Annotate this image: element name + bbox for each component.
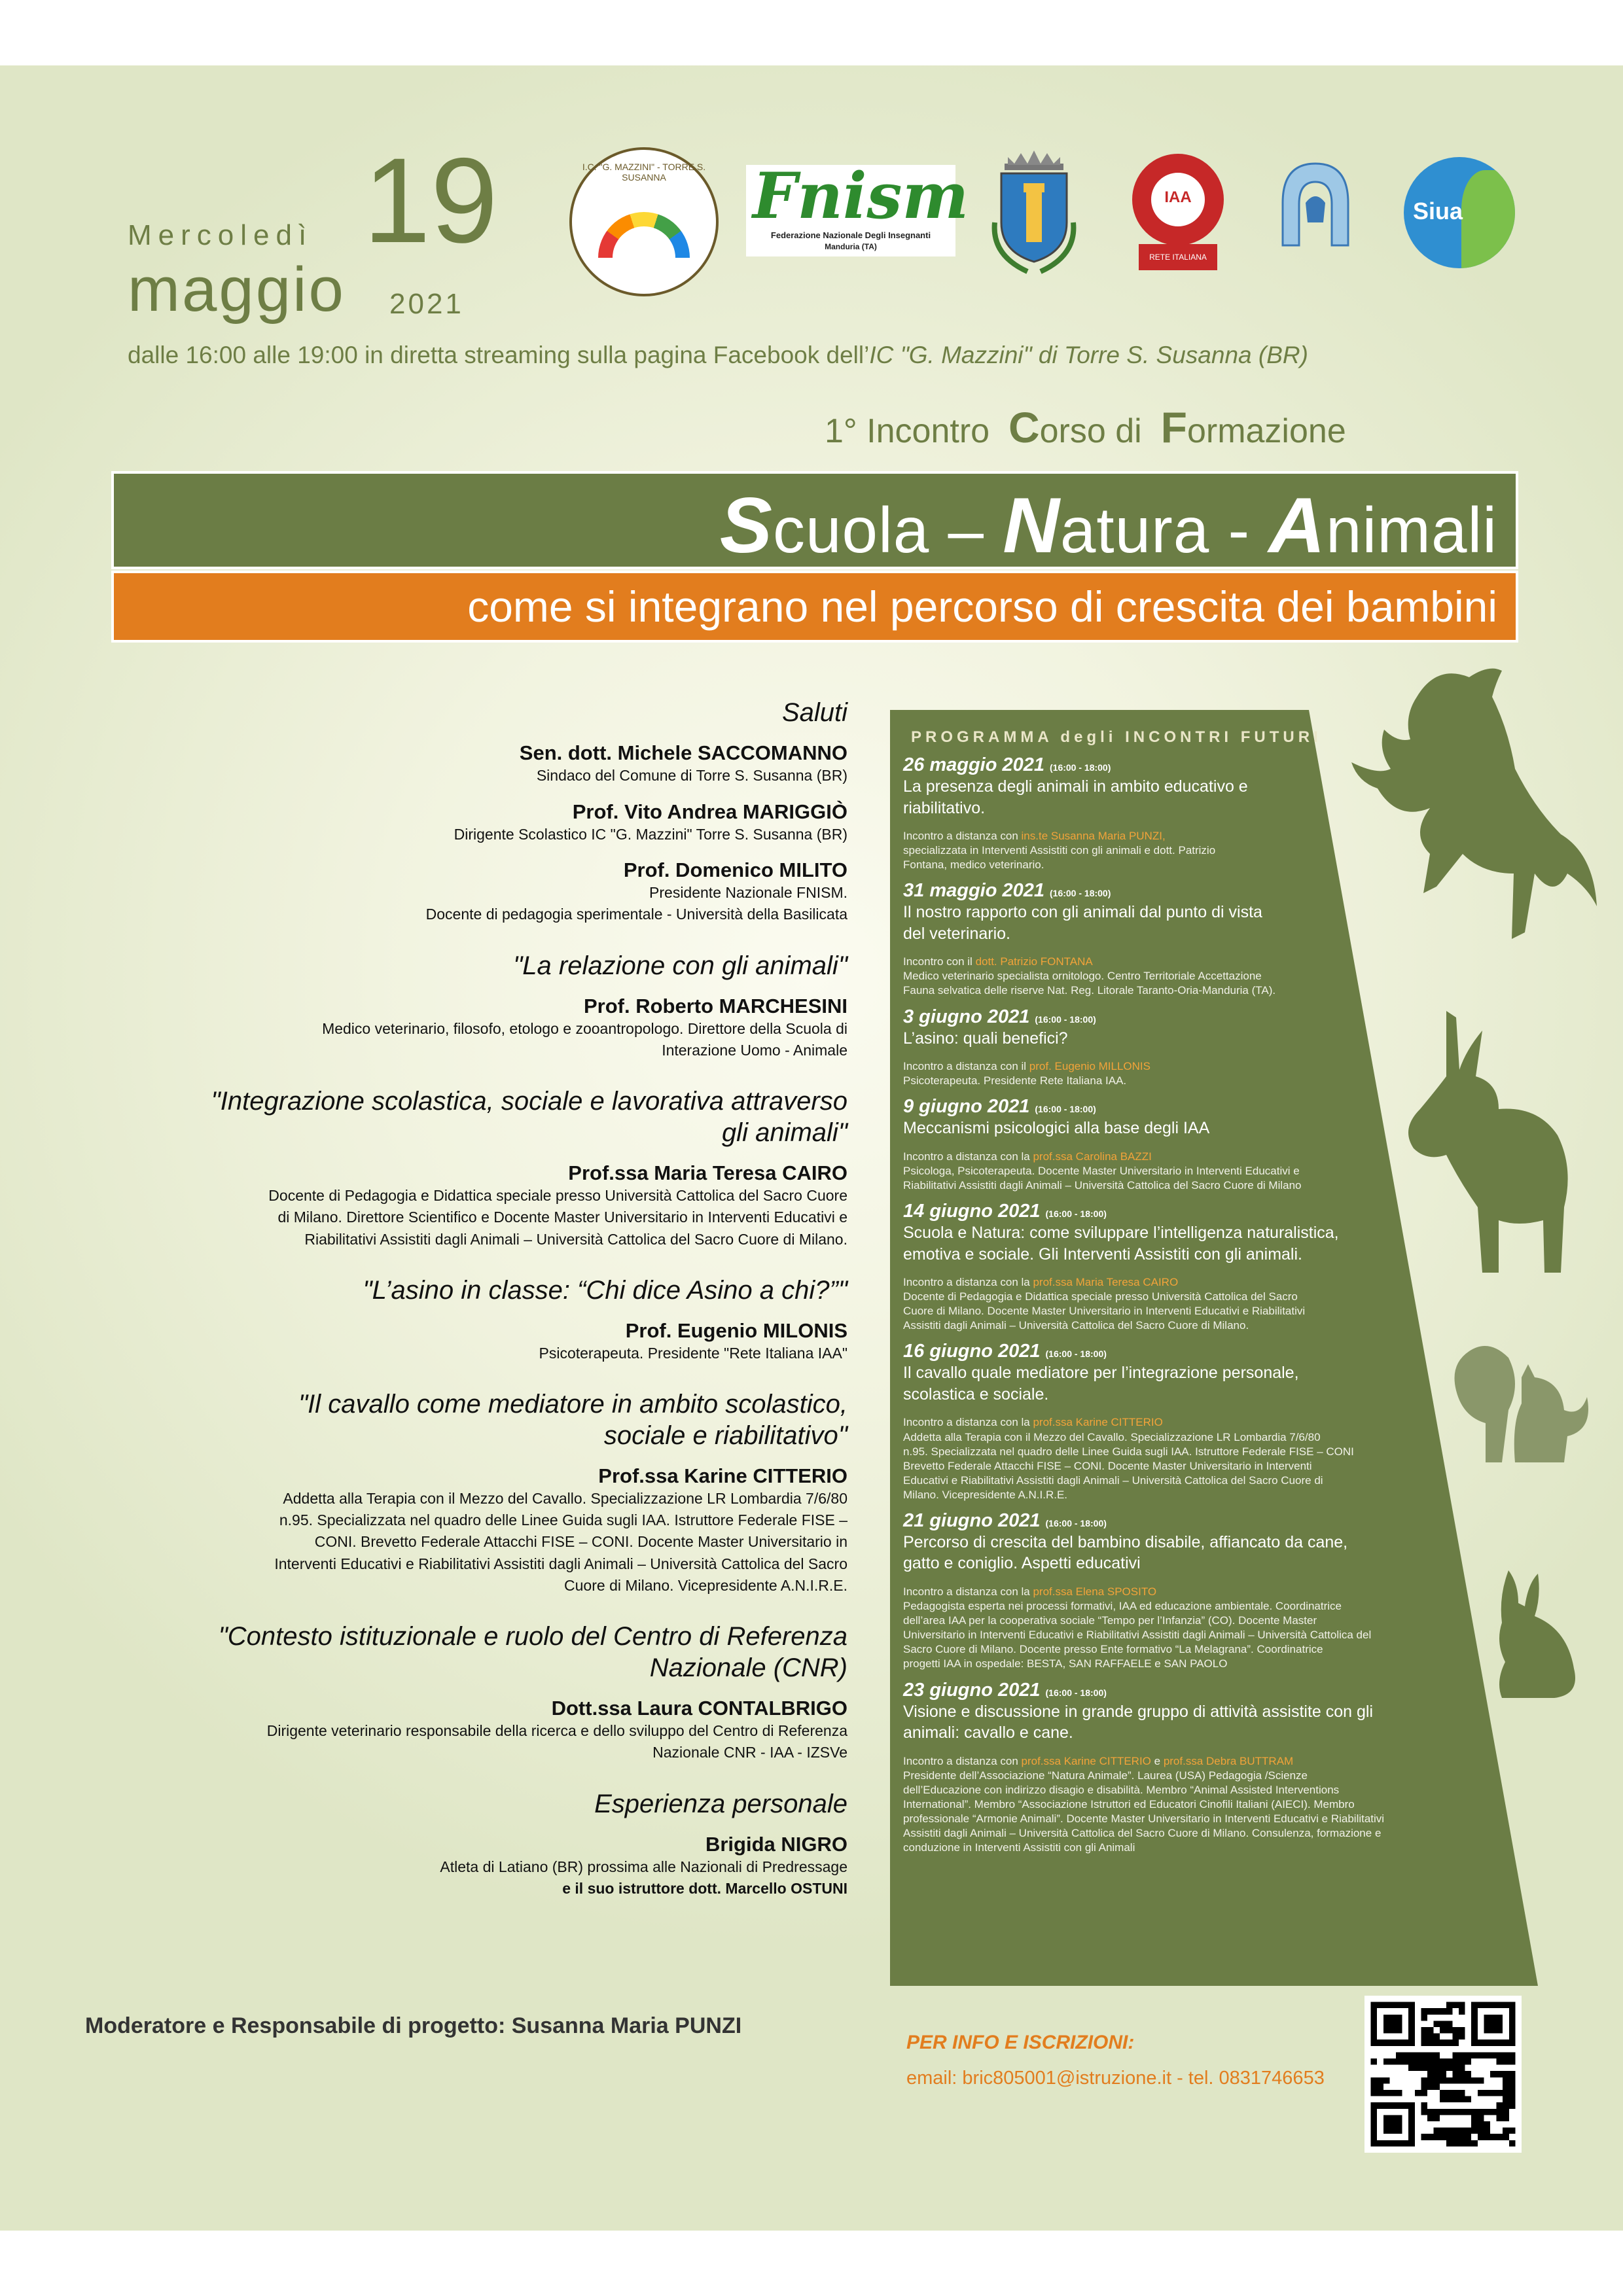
talk-title: "Il cavallo come mediatore in ambito scolastico, sociale e riabilitativo" (298, 1390, 847, 1450)
event-speaker-details (903, 1415, 1505, 1502)
event-speaker-bio-line: dell’Educazione con indirizzo disagio e disabilità. Membro “Animal Assisted Interventions (903, 1783, 1340, 1796)
event-speaker-bio-line: Presidente dell’Associazione “Natura Animale”. Laurea (USA) Pedagogia /Scienze (903, 1769, 1308, 1782)
mazzini-school-logo (569, 147, 719, 296)
speaker-role: Riabilitativi Assistiti dagli Animali – Università Cattolica del Sacro Cuore di Milano. (304, 1230, 847, 1248)
event-speaker-bio-line: conduzione in Interventi Assistiti con gli Animali (903, 1841, 1135, 1854)
event-speaker-name: prof.ssa Carolina BAZZI (1033, 1150, 1152, 1163)
event-speaker-details (903, 1754, 1505, 1856)
event-speaker-name: prof.ssa Karine CITTERIO (1033, 1416, 1163, 1429)
event-speaker-name: dott. Patrizio FONTANA (975, 955, 1093, 968)
speaker-role: Dirigente veterinario responsabile della ricerca e dello sviluppo del Centro di Referenza (266, 1722, 847, 1739)
subtitle: come si integrano nel percorso di crescita dei bambini (467, 582, 1497, 631)
event-month: maggio (128, 255, 346, 325)
siua-logo (1404, 157, 1515, 268)
speaker-role: Psicoterapeuta. Presidente "Rete Italiana IAA" (539, 1345, 847, 1362)
main-title-band (111, 471, 1518, 569)
event-topic: del veterinario. (903, 924, 1010, 943)
event-time: (16:00 - 18:00) (1045, 1209, 1107, 1220)
fnism-logo-text: Fnism (753, 159, 969, 233)
speakers-column (62, 680, 847, 1899)
event-date: 21 giugno 2021 (903, 1510, 1041, 1531)
event-time: (16:00 - 18:00) (1045, 1687, 1107, 1698)
event-speaker-bio-line: Brevetto Federale Attacchi FISE – CONI. Docente Master Universitario in Interventi (903, 1459, 1312, 1472)
event-speaker-prefix: Incontro a distanza con il (903, 1060, 1029, 1073)
talk-title: "L’asino in classe: “Chi dice Asino a chi?”" (363, 1275, 847, 1305)
event-topic: Scuola e Natura: come sviluppare l’intelligenza naturalistica, (903, 1224, 1339, 1243)
event-topic: emotiva e sociale. Gli Interventi Assistiti con gli animali. (903, 1245, 1302, 1263)
iaa-logo-text: IAA (1164, 188, 1192, 206)
event-speaker-bio-line: Psicologa, Psicoterapeuta. Docente Master Universitario in Interventi Educativi e (903, 1164, 1300, 1177)
event-speaker-name: prof. Eugenio MILLONIS (1029, 1060, 1150, 1073)
event-speaker-name: prof.ssa Elena SPOSITO (1033, 1585, 1157, 1598)
event-speaker-prefix: Incontro a distanza con (903, 1754, 1022, 1767)
qr-code[interactable] (1364, 1996, 1522, 2153)
event-date-line (903, 1510, 1505, 1532)
event-speaker-name: prof.ssa Maria Teresa CAIRO (1033, 1276, 1179, 1289)
program-title: PROGRAMMA degli INCONTRI FUTURI (911, 728, 1322, 746)
event-speaker-bio-line: Fontana, medico veterinario. (903, 858, 1044, 872)
section-saluti: Saluti (781, 698, 847, 727)
course-meeting-number: 1° Incontro (825, 412, 990, 450)
municipal-crest-logo (982, 144, 1086, 275)
talk-title: "La relazione con gli animali" (513, 951, 847, 980)
event-speaker-bio-line: Medico veterinario specialista ornitologo. Centro Territoriale Accettazione (903, 970, 1262, 983)
program-event (903, 1510, 1505, 1672)
event-speaker-prefix: Incontro a distanza con (903, 830, 1022, 842)
event-topic: La presenza degli animali in ambito educativo e (903, 777, 1248, 796)
speaker-role: Nazionale CNR - IAA - IZSVe (652, 1744, 847, 1761)
event-topic: riabilitativo. (903, 798, 986, 817)
program-event (903, 1341, 1505, 1502)
event-speaker-joiner: e (1150, 1754, 1164, 1767)
speaker-role: Cuore di Milano. Vicepresidente A.N.I.R.E. (564, 1577, 847, 1595)
speaker-role: Presidente Nazionale FNISM. (649, 883, 847, 901)
event-date: 9 giugno 2021 (903, 1096, 1030, 1118)
talk-title: "Contesto istituzionale e ruolo del Centro di Referenza Nazionale (CNR) (218, 1622, 847, 1682)
event-speaker-bio-line: Pedagogista esperta nei processi formativi, IAA ed educazione ambientale. Coordinatrice (903, 1600, 1342, 1613)
event-speaker-bio-line: specializzata in Interventi Assistiti con gli animali e dott. Patrizio (903, 844, 1216, 857)
speaker-role: Addetta alla Terapia con il Mezzo del Cavallo. Specializzazione LR Lombardia 7/6/80 (283, 1489, 847, 1507)
event-time: (16:00 - 18:00) (1050, 888, 1111, 899)
subtitle-band (111, 571, 1518, 643)
speaker-role: Medico veterinario, filosofo, etologo e zooantropologo. Direttore della Scuola di (322, 1019, 847, 1037)
event-topic: animali: cavallo e cane. (903, 1723, 1073, 1742)
moderator-line: Moderatore e Responsabile di progetto: Susanna Maria PUNZI (85, 2013, 742, 2038)
event-speaker-bio-line: progetti IAA in ospedale: BESTA, SAN RAFFAELE e SAN PAOLO (903, 1657, 1228, 1670)
speaker-role: Docente di pedagogia sperimentale - Università della Basilicata (425, 906, 847, 923)
event-time: (16:00 - 18:00) (1045, 1517, 1107, 1528)
event-speaker-prefix: Incontro con il (903, 955, 976, 968)
rete-iaa-text: RETE ITALIANA (1139, 244, 1217, 270)
program-event (903, 1680, 1505, 1856)
event-date: 14 giugno 2021 (903, 1201, 1041, 1222)
rabbit-icon (1482, 1570, 1587, 1701)
event-topic: scolastica e sociale. (903, 1385, 1049, 1404)
event-speaker-bio-line: Assistiti dagli Animali – Università Cattolica del Sacro Cuore di Milano. (903, 1319, 1249, 1332)
fnism-location: Manduria (TA) (825, 242, 877, 251)
event-speaker-prefix: Incontro a distanza con la (903, 1150, 1033, 1163)
event-weekday: Mercoledì (128, 219, 313, 251)
speaker-name: Prof.ssa Maria Teresa CAIRO (568, 1161, 847, 1184)
event-speaker-bio-line: Fauna selvatica delle riserve Nat. Reg. Litorale Taranto-Oria-Manduria (TA). (903, 984, 1276, 997)
donkey-icon (1400, 1011, 1577, 1279)
course-heading: 1° Incontro Corso di Formazione (825, 403, 1346, 451)
event-speaker-bio-line: Docente di Pedagogia e Didattica speciale presso Università Cattolica del Sacro (903, 1290, 1298, 1303)
rete-iaa-logo (1132, 154, 1224, 278)
event-time: (16:00 - 18:00) (1045, 1349, 1107, 1360)
event-topic: L’asino: quali benefici? (903, 1029, 1068, 1048)
event-topic: Percorso di crescita del bambino disabile, affiancato da cane, (903, 1532, 1348, 1551)
event-year: 2021 (389, 288, 464, 320)
event-speaker-bio-line: Universitario in Interventi Educativi e Riabilitativi Assistiti dagli Animali – Università Cattolica del (903, 1629, 1372, 1642)
contact-email-phone[interactable]: email: bric805001@istruzione.it - tel. 0831746653 (906, 2068, 1325, 2089)
event-date: 3 giugno 2021 (903, 1006, 1030, 1027)
speaker-role: Interazione Uomo - Animale (662, 1042, 847, 1059)
event-speaker-name: prof.ssa Karine CITTERIO (1021, 1754, 1151, 1767)
speaker-name: Prof. Roberto MARCHESINI (584, 994, 847, 1017)
mazzini-logo-text: I.C. "G. MAZZINI" - TORRE S. SUSANNA (582, 162, 706, 183)
event-speaker-bio-line: Cuore di Milano. Docente Master Universitario in Interventi Educativi e Riabilitativi (903, 1305, 1306, 1318)
event-speaker-details (903, 1275, 1505, 1333)
speaker-name: Sen. dott. Michele SACCOMANNO (519, 741, 847, 765)
event-speaker-name: prof.ssa Debra BUTTRAM (1163, 1754, 1294, 1767)
speaker-name: Prof. Domenico MILITO (623, 858, 847, 881)
horse-icon (1338, 658, 1600, 952)
speaker-role: Interventi Educativi e Riabilitativi Assistiti dagli Animali – Università Cattolica del Sacro (274, 1555, 847, 1572)
event-speaker-bio-line: Riabilitativi Assistiti dagli Animali – Università Cattolica del Sacro Cuore di Milano (903, 1178, 1302, 1192)
event-date: 23 giugno 2021 (903, 1679, 1041, 1701)
streaming-info (128, 342, 1308, 369)
event-speaker-prefix: Incontro a distanza con la (903, 1276, 1033, 1289)
event-speaker-bio-line: Sacro Cuore di Milano. Docente presso Ente formativo “La Melagrana”. Coordinatrice (903, 1643, 1323, 1656)
event-speaker-bio-line: Milano. Vicepresidente A.N.I.R.E. (903, 1488, 1068, 1501)
speaker-role: Dirigente Scolastico IC "G. Mazzini" Torre S. Susanna (BR) (454, 825, 847, 843)
speaker-name: Brigida NIGRO (705, 1832, 847, 1856)
event-date-line (903, 1680, 1505, 1701)
event-speaker-name: ins.te Susanna Maria PUNZI, (1021, 830, 1166, 842)
siua-logo-text: Siua (1413, 198, 1463, 224)
event-date: 26 maggio 2021 (903, 754, 1044, 775)
event-time: (16:00 - 18:00) (1050, 762, 1111, 773)
event-date: 16 giugno 2021 (903, 1341, 1041, 1362)
event-speaker-bio-line: International”. Membro “Associazione Istruttori ed Educatori Cinofili Italiani (AIECI). Membro (903, 1797, 1355, 1810)
event-speaker-details (903, 955, 1505, 998)
event-topic: Il cavallo quale mediatore per l’integrazione personale, (903, 1364, 1299, 1383)
speaker-role: Docente di Pedagogia e Didattica speciale presso Università Cattolica del Sacro Cuore (268, 1186, 847, 1204)
event-speaker-bio-line: n.95. Specializzata nel quadro delle Linee Guida sugli IAA. Istruttore Federale FISE – CONI (903, 1445, 1354, 1458)
event-speaker-bio-line: Addetta alla Terapia con il Mezzo del Cavallo. Specializzazione LR Lombardia 7/6/80 (903, 1430, 1321, 1443)
event-date-line (903, 1341, 1505, 1362)
event-speaker-prefix: Incontro a distanza con la (903, 1416, 1033, 1429)
event-speaker-details (903, 1585, 1505, 1672)
event-time: (16:00 - 18:00) (1035, 1104, 1096, 1115)
speaker-name: Prof. Vito Andrea MARIGGIÒ (572, 800, 847, 823)
horseshoe-association-logo (1270, 157, 1361, 255)
speaker-role: Sindaco del Comune di Torre S. Susanna (BR) (536, 767, 847, 785)
speaker-role: n.95. Specializzata nel quadro delle Linee Guida sugli IAA. Istruttore Federale FISE – (279, 1511, 847, 1529)
fnism-subtitle: Federazione Nazionale Degli Insegnanti (770, 230, 931, 240)
event-speaker-bio-line: Assistiti dagli Animali – Università Cattolica del Sacro Cuore di Milano. Consulenza, formazione e (903, 1827, 1382, 1839)
event-speaker-bio-line: Psicoterapeuta. Presidente Rete Italiana IAA. (903, 1074, 1127, 1087)
talk-title: Esperienza personale (594, 1789, 847, 1818)
speaker-name: Prof. Eugenio MILONIS (625, 1319, 847, 1343)
fnism-logo (746, 159, 969, 256)
event-topic: Il nostro rapporto con gli animali dal punto di vista (903, 903, 1262, 922)
speaker-role: di Milano. Direttore Scientifico e Docente Master Universitario in Interventi Educativi e (277, 1209, 847, 1226)
event-topic: gatto e coniglio. Aspetti educativi (903, 1554, 1141, 1573)
event-topic: Visione e discussione in grande gruppo di attività assistite con gli (903, 1702, 1374, 1721)
dog-and-cat-icon (1450, 1338, 1594, 1469)
speaker-role: Atleta di Latiano (BR) prossima alle Nazionali di Predressage (440, 1858, 847, 1875)
event-time: (16:00 - 18:00) (1035, 1014, 1096, 1025)
info-label: PER INFO E ISCRIZIONI: (906, 2032, 1135, 2053)
event-speaker-bio-line: professionale “Armonie Animali”. Docente Master Universitario in Interventi Educativi e Riabilitativi (903, 1812, 1385, 1825)
speaker-name: Dott.ssa Laura CONTALBRIGO (551, 1696, 847, 1720)
event-day: 19 (363, 133, 498, 268)
speaker-role: e il suo istruttore dott. Marcello OSTUNI (562, 1880, 847, 1898)
speaker-role: CONI. Brevetto Federale Attacchi FISE – CONI. Docente Master Universitario in (314, 1533, 847, 1551)
streaming-prefix: dalle 16:00 alle 19:00 in diretta streaming sulla pagina Facebook dell’ (128, 342, 870, 368)
main-title: Scuola – Natura - Animali (719, 482, 1497, 569)
event-speaker-prefix: Incontro a distanza con la (903, 1585, 1033, 1598)
streaming-school: IC "G. Mazzini" di Torre S. Susanna (BR) (869, 342, 1308, 368)
talk-title: "Integrazione scolastica, sociale e lavorativa attraverso gli animali" (211, 1087, 847, 1147)
event-speaker-bio-line: dell’area IAA per la cooperativa sociale “Tempo per l’Infanzia” (CO). Docente Master (903, 1614, 1317, 1627)
event-speaker-bio-line: Educativi e Riabilitativi Assistiti dagli Animali – Università Cattolica del Sacro Cuore di (903, 1474, 1323, 1487)
event-date: 31 maggio 2021 (903, 880, 1044, 902)
speaker-name: Prof.ssa Karine CITTERIO (598, 1464, 847, 1487)
event-topic: Meccanismi psicologici alla base degli IAA (903, 1119, 1210, 1138)
